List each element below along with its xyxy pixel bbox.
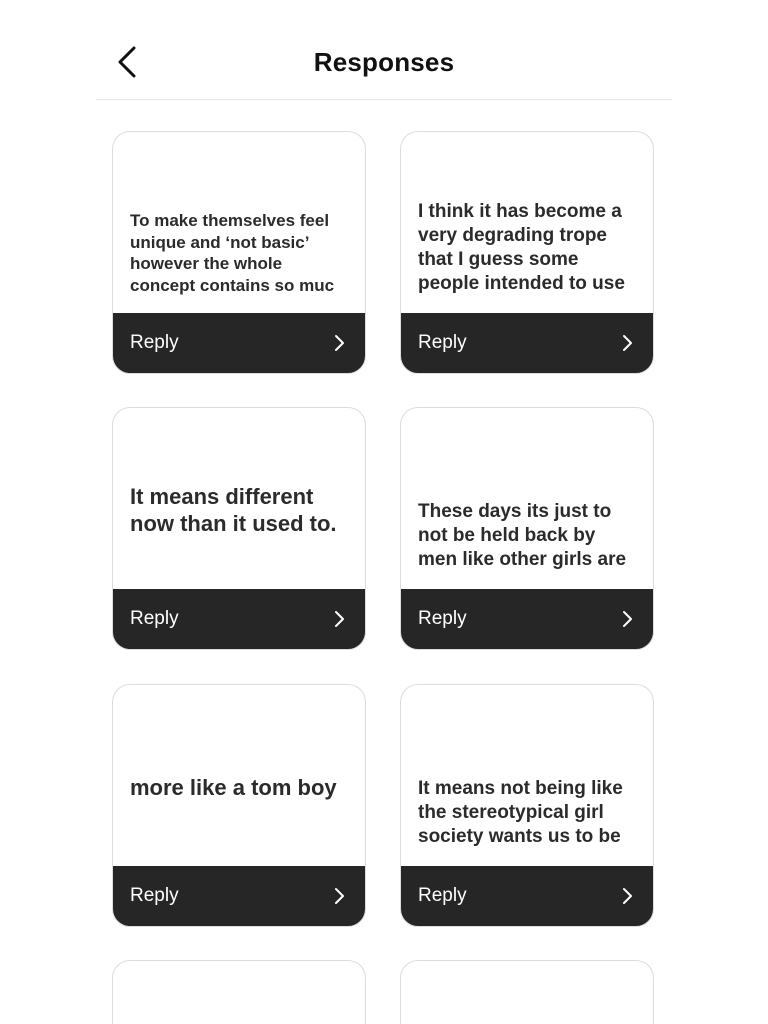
response-card[interactable]	[112, 407, 366, 650]
chevron-right-icon	[333, 609, 345, 629]
reply-button[interactable]	[113, 866, 365, 926]
response-card[interactable]	[112, 131, 366, 374]
chevron-right-icon	[333, 333, 345, 353]
reply-button[interactable]	[113, 589, 365, 649]
reply-button[interactable]	[401, 589, 653, 649]
page-title: Responses	[313, 47, 455, 77]
reply-label: Reply	[418, 332, 467, 353]
card-body	[113, 132, 365, 316]
response-text: To make themselves feel unique and ‘not basic’ however the whole concept contains so muc	[130, 211, 335, 295]
reply-button[interactable]	[401, 313, 653, 373]
reply-label: Reply	[130, 608, 179, 629]
chevron-right-icon	[621, 609, 633, 629]
reply-button[interactable]	[401, 866, 653, 926]
response-text: It means not being like the stereotypical girl society wants us to be	[418, 778, 623, 847]
reply-label: Reply	[130, 332, 179, 353]
response-text: I think it has become a very degrading trope that I guess some people intended to use	[418, 201, 625, 294]
card-body	[113, 685, 365, 869]
chevron-right-icon	[621, 333, 633, 353]
header	[96, 0, 672, 100]
response-card[interactable]	[112, 960, 366, 1024]
reply-label: Reply	[130, 885, 179, 906]
card-body	[113, 408, 365, 592]
card-body	[401, 132, 653, 316]
response-card[interactable]	[112, 684, 366, 927]
card-body	[401, 685, 653, 869]
response-card[interactable]	[400, 407, 654, 650]
reply-label: Reply	[418, 608, 467, 629]
reply-label: Reply	[418, 885, 467, 906]
response-text: more like a tom boy	[130, 774, 337, 800]
chevron-right-icon	[333, 886, 345, 906]
response-text: It means different now than it used to.	[130, 484, 337, 536]
response-card[interactable]	[400, 131, 654, 374]
chevron-right-icon	[621, 886, 633, 906]
card-body	[401, 408, 653, 592]
response-text: These days its just to not be held back by men like other girls are	[418, 501, 627, 570]
reply-button[interactable]	[113, 313, 365, 373]
response-card[interactable]	[400, 960, 654, 1024]
response-card[interactable]	[400, 684, 654, 927]
